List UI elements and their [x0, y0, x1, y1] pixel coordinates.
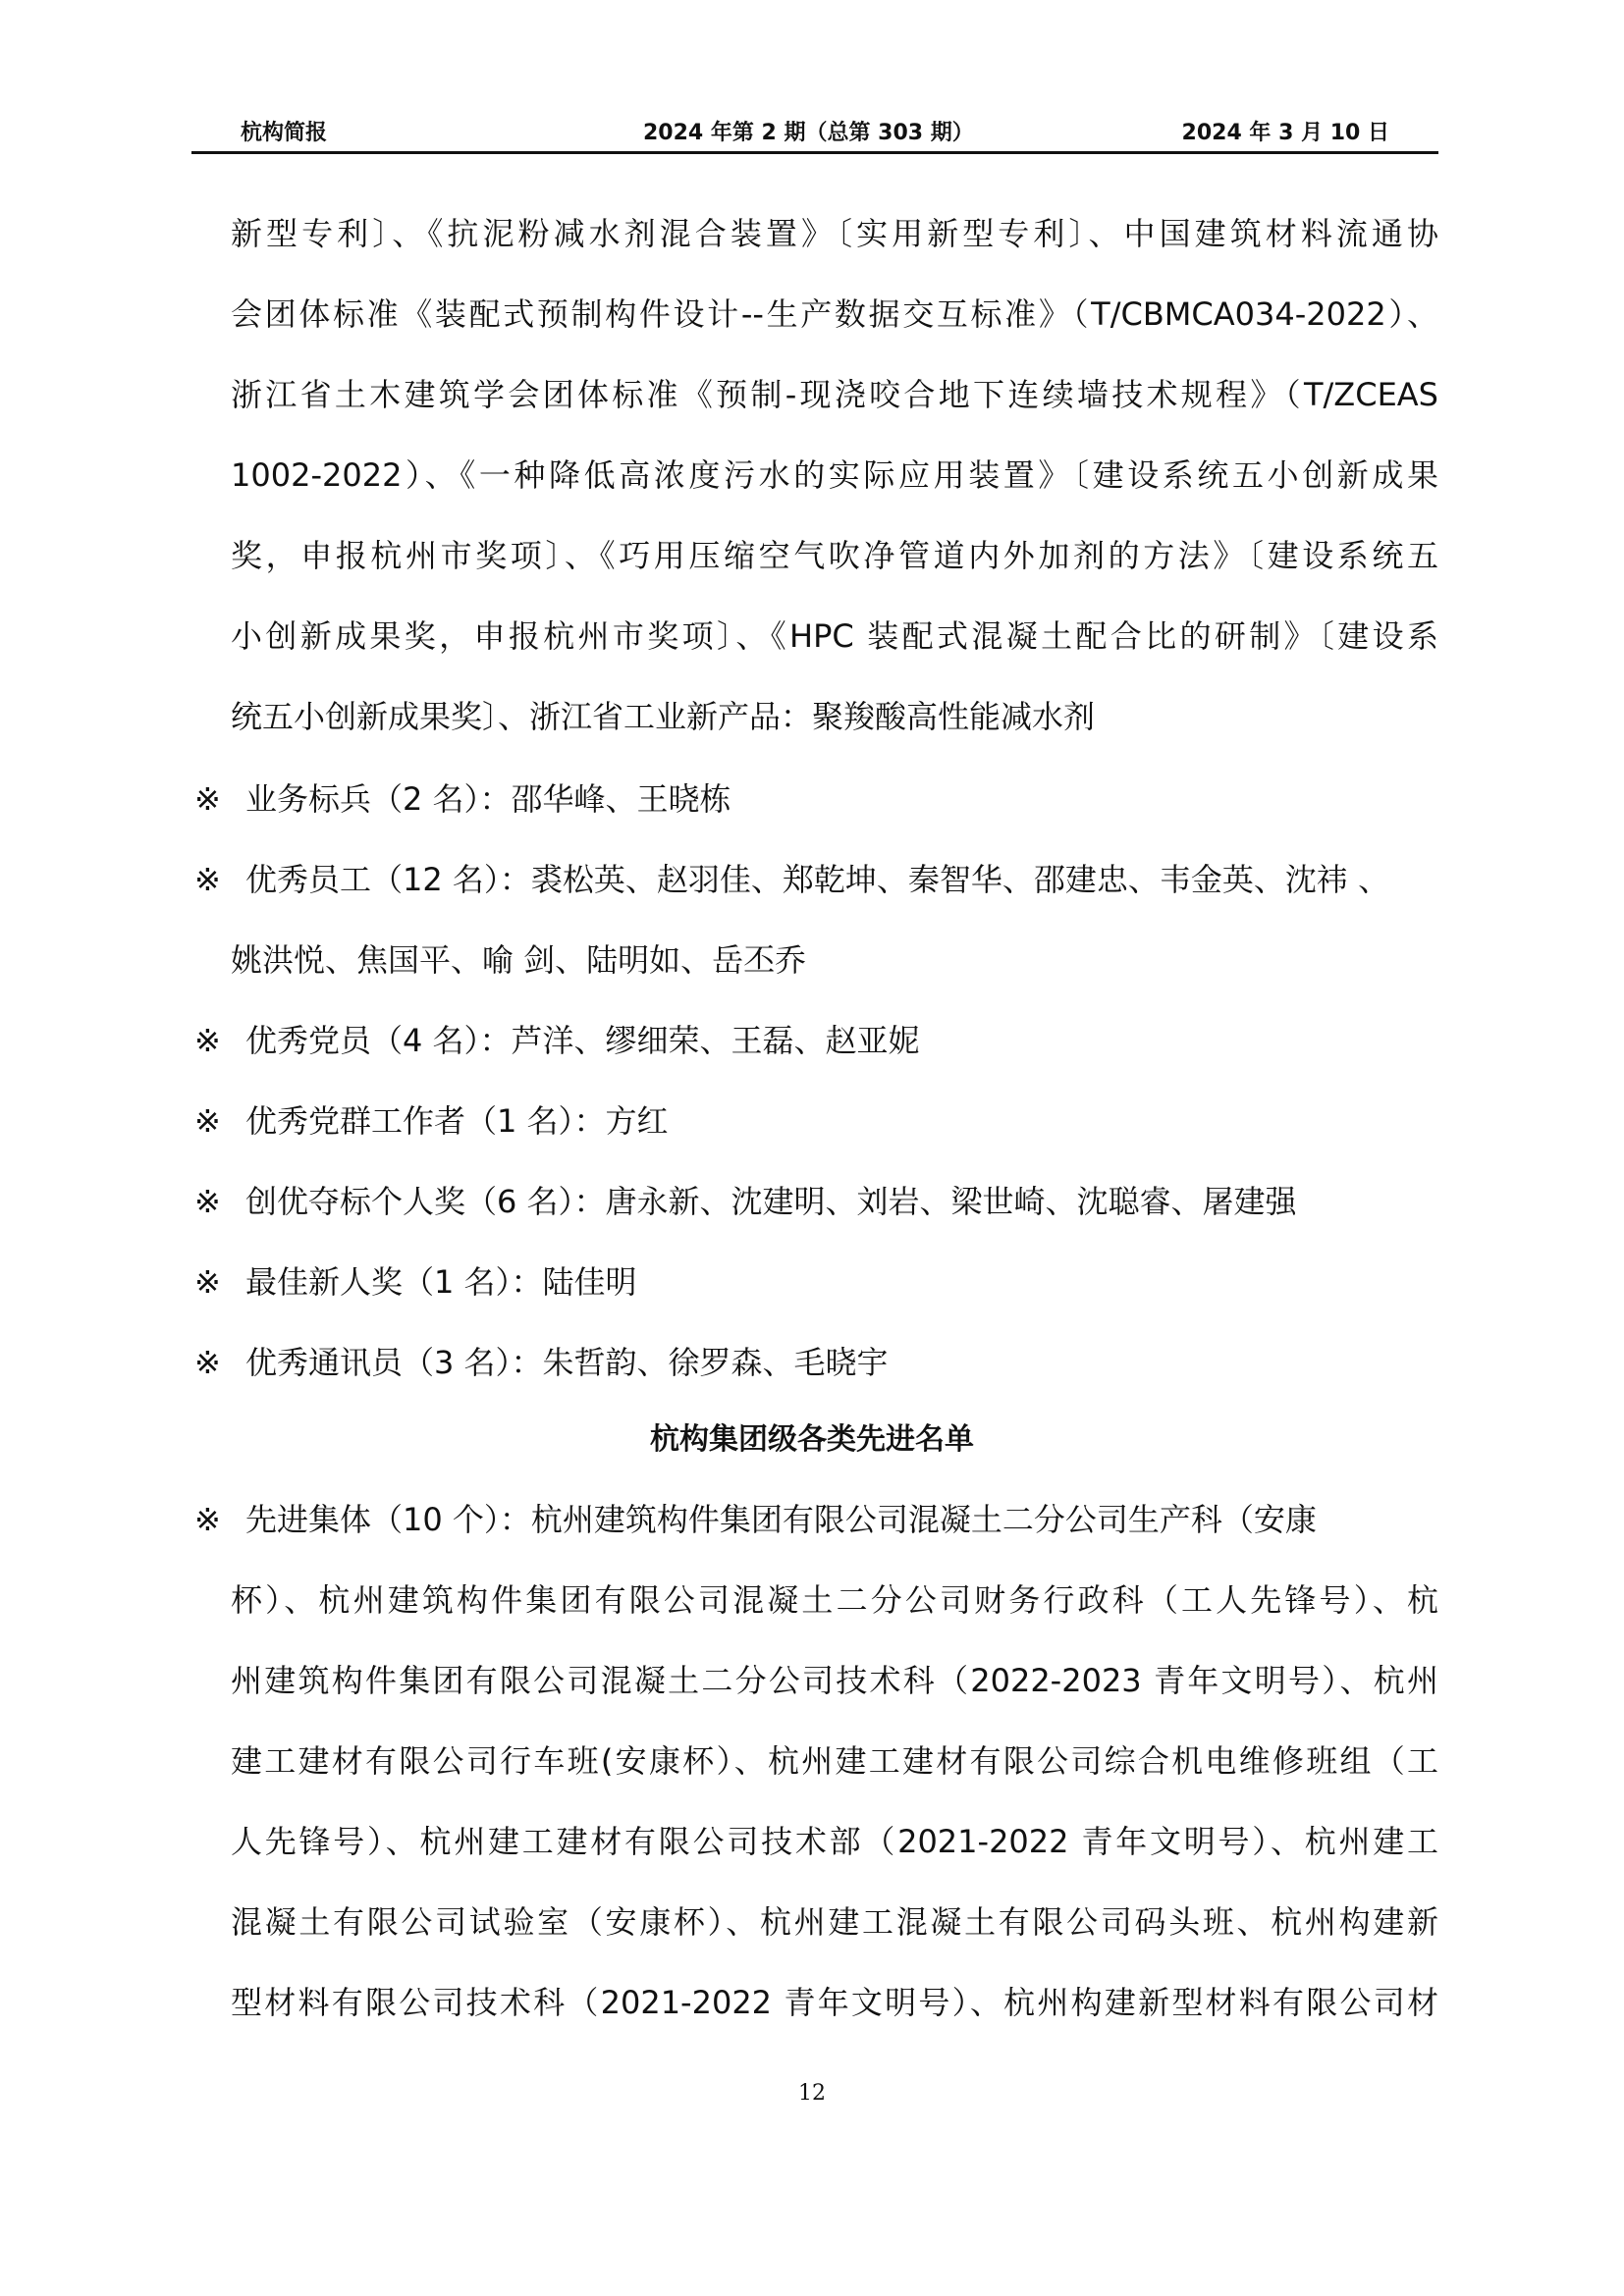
list-item-continuation: 州建筑构件集团有限公司混凝土二分公司技术科（2022-2023 青年文明号）、杭州	[231, 1662, 1438, 1699]
list-item-continuation: 混凝土有限公司试验室（安康杯）、杭州建工混凝土有限公司码头班、杭州构建新	[231, 1903, 1438, 1941]
header-issue-number: 2024 年第 2 期（总第 303 期）	[643, 121, 974, 145]
list-item	[194, 1343, 889, 1382]
list-item-text: 优秀党群工作者（1 名）：方红	[245, 1102, 669, 1140]
section-heading: 杭构集团级各类先进名单	[650, 1422, 974, 1457]
list-item	[194, 779, 731, 819]
list-item-continuation: 人先锋号）、杭州建工建材有限公司技术部（2021-2022 青年文明号）、杭州建工	[231, 1823, 1438, 1860]
list-item-text: 优秀通讯员（3 名）：朱哲韵、徐罗森、毛晓宇	[245, 1344, 889, 1381]
list-item	[194, 1101, 669, 1141]
list-item-text: 优秀员工（12 名）：裘松英、赵羽佳、郑乾坤、秦智华、邵建忠、韦金英、沈祎 、	[245, 861, 1390, 898]
header-date: 2024 年 3 月 10 日	[1181, 121, 1389, 145]
list-item-continuation: 姚洪悦、焦国平、喻 剑、陆明如、岳丕乔	[231, 941, 807, 979]
page-number: 12	[798, 2081, 826, 2106]
bullet-mark: ※	[194, 1102, 221, 1140]
list-item-continuation: 杯）、杭州建筑构件集团有限公司混凝土二分公司财务行政科（工人先锋号）、杭	[231, 1581, 1438, 1619]
list-item-text: 优秀党员（4 名）：芦洋、缪细荣、王磊、赵亚妮	[245, 1022, 920, 1059]
paragraph-line: 小创新成果奖，申报杭州市奖项〕、《HPC 装配式混凝土配合比的研制》〔建设系	[231, 617, 1438, 655]
paragraph-line: 1002-2022）、《一种降低高浓度污水的实际应用装置》〔建设系统五小创新成果	[231, 456, 1438, 494]
paragraph-line: 浙江省土木建筑学会团体标准《预制-现浇咬合地下连续墙技术规程》（T/ZCEAS	[231, 376, 1438, 413]
list-item-continuation: 型材料有限公司技术科（2021-2022 青年文明号）、杭州构建新型材料有限公司材	[231, 1984, 1438, 2021]
list-item-continuation: 建工建材有限公司行车班(安康杯）、杭州建工建材有限公司综合机电维修班组（工	[231, 1742, 1438, 1780]
bullet-mark: ※	[194, 1263, 221, 1301]
paragraph-line: 会团体标准《装配式预制构件设计--生产数据交互标准》（T/CBMCA034-2022）、	[231, 295, 1438, 333]
bullet-mark: ※	[194, 1183, 221, 1220]
list-item-text: 业务标兵（2 名）：邵华峰、王晓栋	[245, 780, 731, 818]
paragraph-line: 奖，申报杭州市奖项〕、《巧用压缩空气吹净管道内外加剂的方法》〔建设系统五	[231, 537, 1438, 574]
list-item	[194, 1262, 637, 1302]
list-item	[194, 1021, 920, 1060]
list-item-text: 最佳新人奖（1 名）：陆佳明	[245, 1263, 637, 1301]
list-item	[194, 1500, 1317, 1539]
page-header	[191, 106, 1438, 154]
paragraph-line: 新型专利〕、《抗泥粉减水剂混合装置》〔实用新型专利〕、中国建筑材料流通协	[231, 215, 1438, 252]
bullet-mark: ※	[194, 780, 221, 818]
bullet-mark: ※	[194, 1022, 221, 1059]
bullet-mark: ※	[194, 1344, 221, 1381]
list-item	[194, 860, 1389, 899]
bullet-mark: ※	[194, 861, 221, 898]
paragraph-line: 统五小创新成果奖〕、浙江省工业新产品：聚羧酸高性能减水剂	[231, 698, 1096, 735]
header-publication-name: 杭构简报	[241, 121, 328, 145]
list-item	[194, 1182, 1297, 1221]
list-item-text: 创优夺标个人奖（6 名）：唐永新、沈建明、刘岩、梁世崎、沈聪睿、屠建强	[245, 1183, 1297, 1220]
bullet-mark: ※	[194, 1501, 221, 1538]
list-item-text: 先进集体（10 个）：杭州建筑构件集团有限公司混凝土二分公司生产科（安康	[245, 1501, 1317, 1538]
